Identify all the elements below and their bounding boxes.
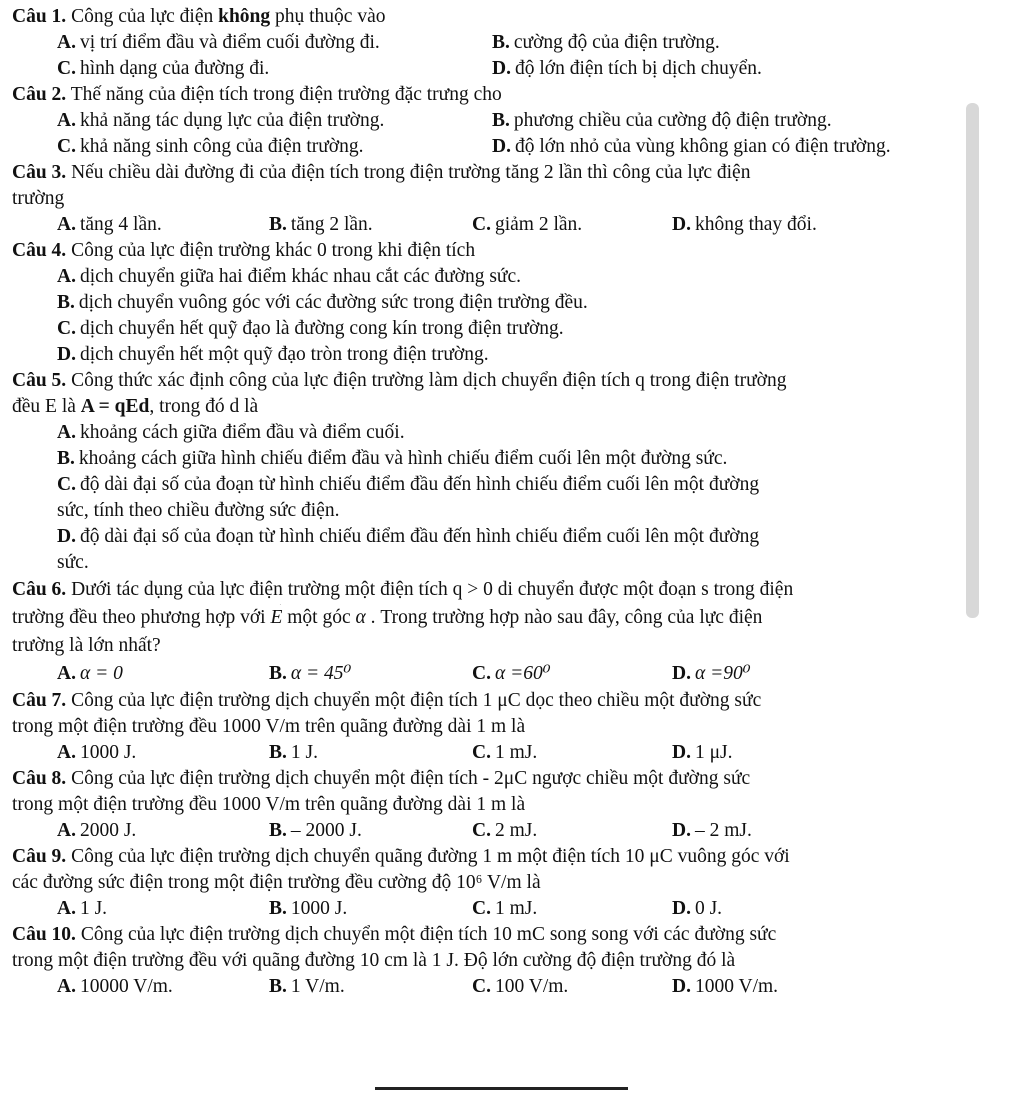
- question-9-stem-cont: các đường sức điện trong một điện trường đều cường độ 10⁶ V/m là: [12, 872, 541, 893]
- option-a: A. khoảng cách giữa điểm đầu và điểm cuối.: [57, 422, 405, 443]
- option-b: B. phương chiều của cường độ điện trường.: [492, 110, 832, 131]
- question-7-stem: Câu 7. Công của lực điện trường dịch chuyển một điện tích 1 μC dọc theo chiều một đường sức: [12, 690, 762, 711]
- option-c: C. 1 mJ.: [472, 742, 538, 763]
- question-8-stem-cont: trong một điện trường đều 1000 V/m trên quãng đường dài 1 m là: [12, 794, 526, 815]
- option-a: A. 1 J.: [57, 898, 108, 919]
- option-b: B. dịch chuyển vuông góc với các đường sức trong điện trường đều.: [57, 292, 588, 313]
- question-6-stem-cont2: trường là lớn nhất?: [12, 635, 161, 656]
- option-d: D. 1000 V/m.: [672, 976, 779, 997]
- option-d: D. dịch chuyển hết một quỹ đạo tròn trong điện trường.: [57, 344, 489, 365]
- option-c: C. độ dài đại số của đoạn từ hình chiếu điểm đầu đến hình chiếu điểm cuối lên một đường sức, tính theo chiều đường sức điện.: [57, 474, 760, 521]
- question-number: Câu 8.: [12, 768, 67, 789]
- question-number: Câu 5.: [12, 370, 67, 391]
- question-1: [12, 4, 1020, 82]
- option-c: C. khả năng sinh công của điện trường.: [57, 136, 364, 157]
- question-10-stem-cont: trong một điện trường đều với quãng đường 10 cm là 1 J. Độ lớn cường độ điện trường đó là: [12, 950, 736, 971]
- document-page: [12, 4, 1020, 1000]
- question-number: Câu 6.: [12, 579, 67, 600]
- options-row: [12, 896, 1020, 922]
- question-9: [12, 844, 1020, 922]
- question-8: [12, 766, 1020, 844]
- options-row: [12, 56, 1020, 82]
- option-b: B. 1 V/m.: [269, 976, 345, 997]
- question-number: Câu 4.: [12, 240, 67, 261]
- question-4: [12, 238, 1020, 368]
- question-7-stem-cont: trong một điện trường đều 1000 V/m trên quãng đường dài 1 m là: [12, 716, 526, 737]
- option-b: B. cường độ của điện trường.: [492, 32, 720, 53]
- option-c: C. 100 V/m.: [472, 976, 569, 997]
- option-a: A. dịch chuyển giữa hai điểm khác nhau cắt các đường sức.: [57, 266, 522, 287]
- question-8-stem: Câu 8. Công của lực điện trường dịch chuyển một điện tích - 2μC ngược chiều một đường sức: [12, 768, 751, 789]
- question-number: Câu 10.: [12, 924, 76, 945]
- option-b: B. 1000 J.: [269, 898, 348, 919]
- option-c: C. giảm 2 lần.: [472, 214, 583, 235]
- options-row: [12, 974, 1020, 1000]
- question-number: Câu 9.: [12, 846, 67, 867]
- option-d: D. α =90⁰: [672, 663, 751, 684]
- option-c: C. 2 mJ.: [472, 820, 538, 841]
- option-d: D. độ lớn điện tích bị dịch chuyển.: [492, 58, 762, 79]
- option-b: B. tăng 2 lần.: [269, 214, 373, 235]
- option-c: C. dịch chuyển hết quỹ đạo là đường cong kín trong điện trường.: [57, 318, 564, 339]
- option-d: D. không thay đổi.: [672, 214, 817, 235]
- question-5-stem: Câu 5. Công thức xác định công của lực điện trường làm dịch chuyển điện tích q trong điện trường: [12, 370, 787, 391]
- divider: [375, 1087, 628, 1090]
- option-b: B. 1 J.: [269, 742, 318, 763]
- option-a: A. 10000 V/m.: [57, 976, 173, 997]
- option-d: D. – 2 mJ.: [672, 820, 752, 841]
- question-10: [12, 922, 1020, 1000]
- option-a: A. vị trí điểm đầu và điểm cuối đường đi.: [57, 32, 380, 53]
- question-6: [12, 576, 1020, 688]
- scrollbar-thumb[interactable]: [966, 103, 979, 618]
- option-a: A. 1000 J.: [57, 742, 137, 763]
- question-2-stem: Câu 2. Thế năng của điện tích trong điện trường đặc trưng cho: [12, 84, 502, 105]
- option-a: A. tăng 4 lần.: [57, 214, 162, 235]
- question-10-stem: Câu 10. Công của lực điện trường dịch chuyển một điện tích 10 mC song song với các đường sức: [12, 924, 777, 945]
- question-4-stem: Câu 4. Công của lực điện trường khác 0 trong khi điện tích: [12, 240, 476, 261]
- formula: A = qEd: [80, 396, 150, 417]
- question-number: Câu 1.: [12, 6, 67, 27]
- options-row: [12, 134, 1020, 160]
- question-7: [12, 688, 1020, 766]
- question-5-stem-cont: đều E là A = qEd, trong đó d là: [12, 396, 259, 417]
- options-row: [12, 818, 1020, 844]
- question-2: [12, 82, 1020, 160]
- question-3: [12, 160, 1020, 238]
- option-a: A. 2000 J.: [57, 820, 137, 841]
- option-a: A. α = 0: [57, 663, 123, 684]
- option-b: B. α = 45⁰: [269, 663, 352, 684]
- question-9-stem: Câu 9. Công của lực điện trường dịch chuyển quãng đường 1 m một điện tích 10 μC vuông góc với: [12, 846, 790, 867]
- question-number: Câu 3.: [12, 162, 67, 183]
- option-c: C. 1 mJ.: [472, 898, 538, 919]
- vector-e: → E: [270, 604, 282, 632]
- option-a: A. khả năng tác dụng lực của điện trường.: [57, 110, 385, 131]
- question-5: [12, 368, 1020, 576]
- question-6-stem-cont: trường đều theo phương hợp với → E một góc α . Trong trường hợp nào sau đây, công của lực điện: [12, 604, 1020, 632]
- option-d: D. 0 J.: [672, 898, 723, 919]
- question-1-stem: Câu 1. Công của lực điện không phụ thuộc vào: [12, 6, 386, 27]
- options-row: [12, 30, 1020, 56]
- question-number: Câu 7.: [12, 690, 67, 711]
- option-c: C. α =60⁰: [472, 663, 551, 684]
- question-3-stem: Câu 3. Nếu chiều dài đường đi của điện tích trong điện trường tăng 2 lần thì công của lực điện: [12, 162, 751, 183]
- options-row: [12, 108, 1020, 134]
- options-row: [12, 740, 1020, 766]
- question-number: Câu 2.: [12, 84, 67, 105]
- options-row: [12, 660, 1020, 688]
- option-d: D. độ dài đại số của đoạn từ hình chiếu điểm đầu đến hình chiếu điểm cuối lên một đường sức.: [57, 526, 760, 573]
- option-d: D. 1 μJ.: [672, 742, 733, 763]
- question-3-stem-cont: trường: [12, 188, 65, 209]
- option-b: B. – 2000 J.: [269, 820, 362, 841]
- option-b: B. khoảng cách giữa hình chiếu điểm đầu và hình chiếu điểm cuối lên một đường sức.: [57, 448, 728, 469]
- option-c: C. hình dạng của đường đi.: [57, 58, 270, 79]
- options-row: [12, 212, 1020, 238]
- option-d: D. độ lớn nhỏ của vùng không gian có điện trường.: [492, 136, 891, 157]
- question-6-stem: Câu 6. Dưới tác dụng của lực điện trường một điện tích q > 0 di chuyển được một đoạn s trong điện: [12, 579, 794, 600]
